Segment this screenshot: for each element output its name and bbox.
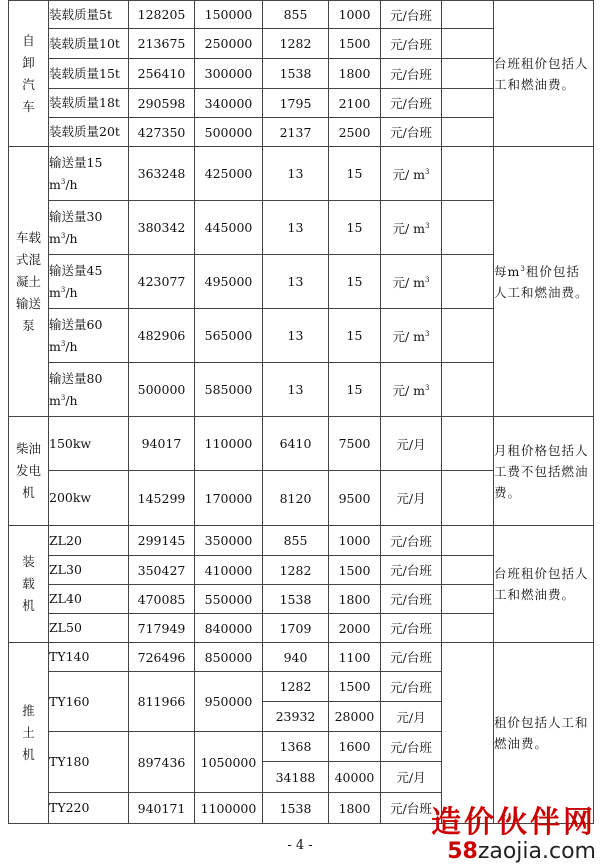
rent-incl-cell: 1600 [329, 732, 381, 762]
rent-incl-cell: 2500 [329, 118, 381, 147]
rent-incl-cell: 28000 [329, 702, 381, 732]
rent-excl-cell: 2137 [263, 118, 329, 147]
price-excl-cell: 94017 [129, 417, 195, 471]
rent-excl-cell: 1538 [263, 585, 329, 614]
price-excl-cell: 482906 [129, 309, 195, 363]
blank-cell [442, 585, 494, 614]
category-label: 车载式混凝土输送泵 [15, 229, 41, 333]
price-incl-cell: 840000 [195, 614, 263, 643]
rent-incl-cell: 1000 [329, 526, 381, 556]
watermark-url [431, 840, 596, 864]
rent-excl-cell: 1282 [263, 29, 329, 59]
price-incl-cell: 150000 [195, 1, 263, 29]
blank-cell [442, 417, 494, 471]
unit-cell: 元/台班 [381, 585, 442, 614]
price-incl-cell: 350000 [195, 526, 263, 556]
spec-text: 输送量30 [49, 208, 103, 224]
price-excl-cell: 256410 [129, 59, 195, 89]
spec-cell: 200kw [49, 471, 129, 526]
rent-excl-cell: 13 [263, 255, 329, 309]
superscript: 3 [60, 177, 66, 186]
rent-incl-cell: 1800 [329, 793, 381, 824]
unit-cell: 元/台班 [381, 672, 442, 702]
spec-unit-hour: /h [65, 230, 78, 246]
unit-cell: 元/月 [381, 702, 442, 732]
category-cell [9, 643, 49, 824]
rent-incl-cell: 1100 [329, 643, 381, 672]
superscript: 3 [60, 393, 66, 402]
rent-excl-cell: 855 [263, 1, 329, 29]
spec-cell: ZL40 [49, 585, 129, 614]
rent-incl-cell: 1800 [329, 585, 381, 614]
spec-cell: 装载质量15t [49, 59, 129, 89]
price-excl-cell: 299145 [129, 526, 195, 556]
price-incl-cell: 425000 [195, 147, 263, 201]
unit-text: 元/ m [392, 220, 426, 236]
blank-cell [442, 643, 494, 824]
spec-unit-hour: /h [65, 284, 78, 300]
unit-cell: 元/月 [381, 417, 442, 471]
unit-cell [381, 309, 442, 363]
blank-cell [442, 363, 494, 417]
spec-unit: m [49, 338, 61, 354]
rent-excl-cell: 1709 [263, 614, 329, 643]
category-label: 装载机 [22, 554, 35, 613]
spec-cell: TY180 [49, 732, 129, 793]
unit-cell: 元/台班 [381, 526, 442, 556]
rent-excl-cell: 1282 [263, 672, 329, 702]
note-cell: 租价包括人工和燃油费。 [494, 643, 594, 824]
blank-cell [442, 526, 494, 556]
rent-incl-cell: 1800 [329, 59, 381, 89]
category-label: 自卸汽车 [22, 32, 35, 114]
unit-cell: 元/台班 [381, 1, 442, 29]
price-excl-cell: 363248 [129, 147, 195, 201]
superscript: 3 [425, 167, 430, 176]
unit-cell: 元/台班 [381, 643, 442, 672]
unit-text: 元/ m [392, 328, 426, 344]
blank-cell [442, 1, 494, 29]
spec-cell: ZL50 [49, 614, 129, 643]
rent-excl-cell: 940 [263, 643, 329, 672]
spec-text: 输送量80 [49, 370, 103, 386]
unit-text: 元/ m [392, 166, 426, 182]
blank-cell [442, 118, 494, 147]
rent-excl-cell: 34188 [263, 762, 329, 793]
rent-incl-cell: 2000 [329, 614, 381, 643]
spec-text: 输送量15 [49, 154, 103, 170]
spec-unit-hour: /h [65, 392, 78, 408]
price-excl-cell: 427350 [129, 118, 195, 147]
unit-text: 元/ m [392, 274, 426, 290]
price-excl-cell: 213675 [129, 29, 195, 59]
price-excl-cell: 500000 [129, 363, 195, 417]
watermark-domain: zaojia.com [477, 839, 596, 864]
unit-cell [381, 147, 442, 201]
price-excl-cell: 717949 [129, 614, 195, 643]
spec-cell: TY160 [49, 672, 129, 732]
unit-cell: 元/台班 [381, 556, 442, 585]
rent-excl-cell: 1538 [263, 793, 329, 824]
spec-text: 输送量45 [49, 262, 103, 278]
rent-excl-cell: 1282 [263, 556, 329, 585]
price-incl-cell: 300000 [195, 59, 263, 89]
spec-cell: TY220 [49, 793, 129, 824]
price-incl-cell: 1050000 [195, 732, 263, 793]
unit-cell: 元/月 [381, 471, 442, 526]
price-incl-cell: 1100000 [195, 793, 263, 824]
price-incl-cell: 170000 [195, 471, 263, 526]
rent-excl-cell: 1538 [263, 59, 329, 89]
unit-cell: 元/台班 [381, 59, 442, 89]
rent-incl-cell: 1000 [329, 1, 381, 29]
unit-cell [381, 363, 442, 417]
table-row [9, 643, 594, 672]
rent-incl-cell: 7500 [329, 417, 381, 471]
table-row [9, 1, 594, 29]
table-row [9, 526, 594, 556]
blank-cell [442, 471, 494, 526]
note-text: 每m [494, 263, 521, 279]
watermark-logo [431, 806, 596, 864]
superscript: 3 [425, 329, 430, 338]
category-cell [9, 1, 49, 147]
note-text: 租价包括人工和燃油费。 [494, 263, 589, 300]
spec-text: 输送量60 [49, 316, 103, 332]
unit-cell: 元/台班 [381, 614, 442, 643]
blank-cell [442, 147, 494, 201]
rent-excl-cell: 8120 [263, 471, 329, 526]
rent-incl-cell: 15 [329, 363, 381, 417]
rent-incl-cell: 15 [329, 255, 381, 309]
price-incl-cell: 250000 [195, 29, 263, 59]
spec-cell: 装载质量20t [49, 118, 129, 147]
category-cell [9, 526, 49, 643]
spec-unit-hour: /h [65, 338, 78, 354]
table-row [9, 147, 594, 201]
price-incl-cell: 850000 [195, 643, 263, 672]
rent-excl-cell: 1795 [263, 89, 329, 118]
blank-cell [442, 201, 494, 255]
price-excl-cell: 145299 [129, 471, 195, 526]
rent-incl-cell: 2100 [329, 89, 381, 118]
price-incl-cell: 445000 [195, 201, 263, 255]
blank-cell [442, 556, 494, 585]
spec-unit-hour: /h [65, 176, 78, 192]
price-incl-cell: 585000 [195, 363, 263, 417]
unit-text: 元/ m [392, 382, 426, 398]
rent-excl-cell: 13 [263, 309, 329, 363]
page-number: - 4 - [287, 838, 313, 853]
blank-cell [442, 614, 494, 643]
unit-cell: 元/台班 [381, 732, 442, 762]
spec-cell [49, 363, 129, 417]
rent-incl-cell: 15 [329, 147, 381, 201]
superscript: 3 [60, 339, 66, 348]
blank-cell [442, 59, 494, 89]
note-cell [494, 147, 594, 417]
superscript: 3 [520, 264, 526, 273]
unit-cell [381, 255, 442, 309]
note-cell: 月租价格包括人工费不包括燃油费。 [494, 417, 594, 526]
unit-cell [381, 201, 442, 255]
rent-incl-cell: 1500 [329, 29, 381, 59]
price-incl-cell: 495000 [195, 255, 263, 309]
unit-cell: 元/月 [381, 762, 442, 793]
spec-cell: 150kw [49, 417, 129, 471]
price-incl-cell: 565000 [195, 309, 263, 363]
price-incl-cell: 110000 [195, 417, 263, 471]
spec-cell [49, 309, 129, 363]
spec-cell [49, 147, 129, 201]
watermark-digits: 58 [447, 839, 478, 864]
price-excl-cell: 726496 [129, 643, 195, 672]
blank-cell [442, 255, 494, 309]
category-cell [9, 417, 49, 526]
spec-cell: 装载质量18t [49, 89, 129, 118]
price-excl-cell: 940171 [129, 793, 195, 824]
unit-cell: 元/台班 [381, 29, 442, 59]
table-row [9, 417, 594, 471]
rent-incl-cell: 1500 [329, 556, 381, 585]
spec-cell: 装载质量10t [49, 29, 129, 59]
price-incl-cell: 410000 [195, 556, 263, 585]
rent-excl-cell: 13 [263, 363, 329, 417]
spec-unit: m [49, 392, 61, 408]
price-excl-cell: 470085 [129, 585, 195, 614]
blank-cell [442, 89, 494, 118]
watermark-title: 造价伙伴网 [431, 805, 596, 840]
rent-excl-cell: 6410 [263, 417, 329, 471]
rent-incl-cell: 9500 [329, 471, 381, 526]
blank-cell [442, 309, 494, 363]
rent-excl-cell: 23932 [263, 702, 329, 732]
spec-cell: ZL30 [49, 556, 129, 585]
blank-cell [442, 29, 494, 59]
rent-incl-cell: 15 [329, 201, 381, 255]
superscript: 3 [425, 383, 430, 392]
spec-cell: 装载质量5t [49, 1, 129, 29]
spec-cell: ZL20 [49, 526, 129, 556]
rent-excl-cell: 1368 [263, 732, 329, 762]
rent-excl-cell: 855 [263, 526, 329, 556]
superscript: 3 [425, 221, 430, 230]
rent-incl-cell: 15 [329, 309, 381, 363]
category-label: 推土机 [22, 703, 35, 762]
superscript: 3 [60, 285, 66, 294]
price-excl-cell: 128205 [129, 1, 195, 29]
note-cell: 台班租价包括人工和燃油费。 [494, 1, 594, 147]
rent-incl-cell: 1500 [329, 672, 381, 702]
price-table [8, 0, 594, 824]
unit-cell: 元/台班 [381, 118, 442, 147]
price-incl-cell: 500000 [195, 118, 263, 147]
rent-incl-cell: 40000 [329, 762, 381, 793]
price-excl-cell: 897436 [129, 732, 195, 793]
spec-cell [49, 255, 129, 309]
rent-excl-cell: 13 [263, 201, 329, 255]
unit-cell: 元/台班 [381, 793, 442, 824]
price-incl-cell: 550000 [195, 585, 263, 614]
spec-unit: m [49, 230, 61, 246]
superscript: 3 [60, 231, 66, 240]
spec-cell [49, 201, 129, 255]
price-excl-cell: 423077 [129, 255, 195, 309]
superscript: 3 [425, 275, 430, 284]
price-excl-cell: 350427 [129, 556, 195, 585]
price-incl-cell: 950000 [195, 672, 263, 732]
spec-cell: TY140 [49, 643, 129, 672]
note-cell: 台班租价包括人工和燃油费。 [494, 526, 594, 643]
rent-excl-cell: 13 [263, 147, 329, 201]
category-label: 柴油发电机 [15, 441, 41, 500]
category-cell [9, 147, 49, 417]
price-excl-cell: 380342 [129, 201, 195, 255]
unit-cell: 元/台班 [381, 89, 442, 118]
price-incl-cell: 340000 [195, 89, 263, 118]
price-excl-cell: 290598 [129, 89, 195, 118]
spec-unit: m [49, 284, 61, 300]
spec-unit: m [49, 176, 61, 192]
price-excl-cell: 811966 [129, 672, 195, 732]
